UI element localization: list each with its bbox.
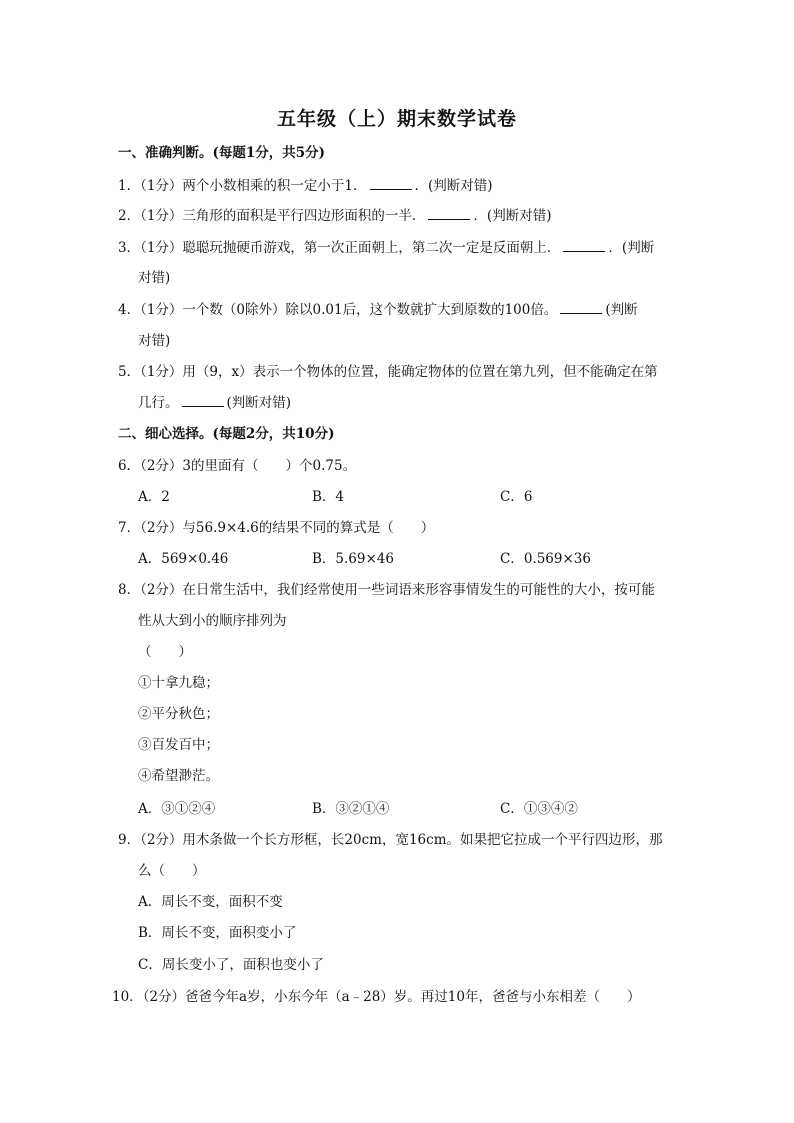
- option-b[interactable]: B．周长不变，面积变小了: [138, 925, 297, 941]
- question-suffix: (判断对错): [226, 395, 292, 411]
- list-item: ①十拿九稳；: [138, 675, 219, 691]
- answer-blank[interactable]: [563, 239, 605, 252]
- question-number: 3．: [118, 240, 141, 256]
- question-text: （1分）两个小数相乘的积一定小于1．: [140, 178, 367, 194]
- question-9: [118, 830, 693, 850]
- question-text: （2分）爸爸今年a岁，小东今年（a﹣28）岁。再过10年，爸爸与小东相差（ ）: [142, 989, 641, 1005]
- question-8-continued: 性从大到小的顺序排列为: [138, 613, 287, 629]
- question-number: 2．: [118, 208, 141, 224]
- option-c[interactable]: C．6: [500, 489, 533, 505]
- question-text: （1分）聪聪玩抛硬币游戏，第一次正面朝上，第二次一定是反面朝上．: [140, 240, 561, 256]
- question-number: 1．: [118, 178, 141, 194]
- option-a[interactable]: A．2: [138, 489, 170, 505]
- question-4-continued: 对错): [138, 333, 171, 349]
- question-text: （1分）三角形的面积是平行四边形面积的一半．: [140, 208, 426, 224]
- question-5: [118, 362, 693, 382]
- list-item: ②平分秋色；: [138, 706, 219, 722]
- option-a[interactable]: A．③①②④: [138, 801, 216, 817]
- answer-blank[interactable]: [560, 301, 602, 314]
- question-text: （2分）3的里面有（ ）个0.75。: [140, 458, 357, 474]
- question-2: [118, 206, 693, 226]
- question-10: [112, 987, 687, 1007]
- list-item: ③百发百中；: [138, 737, 219, 753]
- option-b[interactable]: B．4: [312, 489, 345, 505]
- question-1: [118, 176, 693, 196]
- question-9-continued: 么（ ）: [138, 863, 206, 879]
- question-5-continued: [138, 393, 713, 413]
- question-text: （2分）与56.9×4.6的结果不同的算式是（ ）: [140, 520, 435, 536]
- option-a[interactable]: A．569×0.46: [138, 551, 229, 567]
- answer-blank[interactable]: [428, 207, 470, 220]
- section-2-heading: 二、细心选择。(每题2分，共10分): [118, 426, 335, 442]
- question-suffix: ．(判断: [608, 240, 655, 256]
- question-number: 9．: [118, 832, 141, 848]
- option-c[interactable]: C．周长变小了，面积也变小了: [138, 957, 324, 973]
- page-title: 五年级（上）期末数学试卷: [276, 108, 517, 130]
- list-item: ④希望渺茫。: [138, 768, 219, 784]
- question-suffix: ．(判断对错): [473, 208, 552, 224]
- question-3: [118, 238, 693, 258]
- question-text: 几行。: [138, 395, 179, 411]
- question-number: 4．: [118, 302, 141, 318]
- question-number: 5．: [118, 364, 141, 380]
- question-number: 7．: [118, 520, 141, 536]
- question-suffix: (判断: [605, 302, 638, 318]
- question-suffix: ．(判断对错): [414, 178, 493, 194]
- question-text: （2分）在日常生活中，我们经常使用一些词语来形容事情发生的可能性的大小，按可能: [140, 582, 655, 598]
- question-text: （2分）用木条做一个长方形框，长20cm，宽16cm。如果把它拉成一个平行四边形，那: [140, 832, 663, 848]
- option-a[interactable]: A．周长不变，面积不变: [138, 894, 283, 910]
- answer-blank[interactable]: [370, 177, 412, 190]
- question-text: （1分）一个数（0除外）除以0.01后，这个数就扩大到原数的100倍。: [140, 302, 558, 318]
- section-1-heading: 一、准确判断。(每题1分，共5分): [118, 145, 326, 161]
- question-6: [118, 456, 693, 476]
- option-b[interactable]: B．③②①④: [312, 801, 390, 817]
- option-b[interactable]: B．5.69×46: [312, 551, 394, 567]
- question-text: （1分）用（9，x）表示一个物体的位置，能确定物体的位置在第九列，但不能确定在第: [140, 364, 658, 380]
- question-8: [118, 580, 693, 600]
- question-7: [118, 518, 693, 538]
- question-number: 6．: [118, 458, 141, 474]
- question-number: 10．: [112, 989, 143, 1005]
- question-8-paren: （ ）: [138, 644, 192, 660]
- question-number: 8．: [118, 582, 141, 598]
- answer-blank[interactable]: [182, 394, 224, 407]
- question-3-continued: 对错): [138, 270, 171, 286]
- option-c[interactable]: C．0.569×36: [500, 551, 591, 567]
- option-c[interactable]: C．①③④②: [500, 801, 578, 817]
- question-4: [118, 300, 693, 320]
